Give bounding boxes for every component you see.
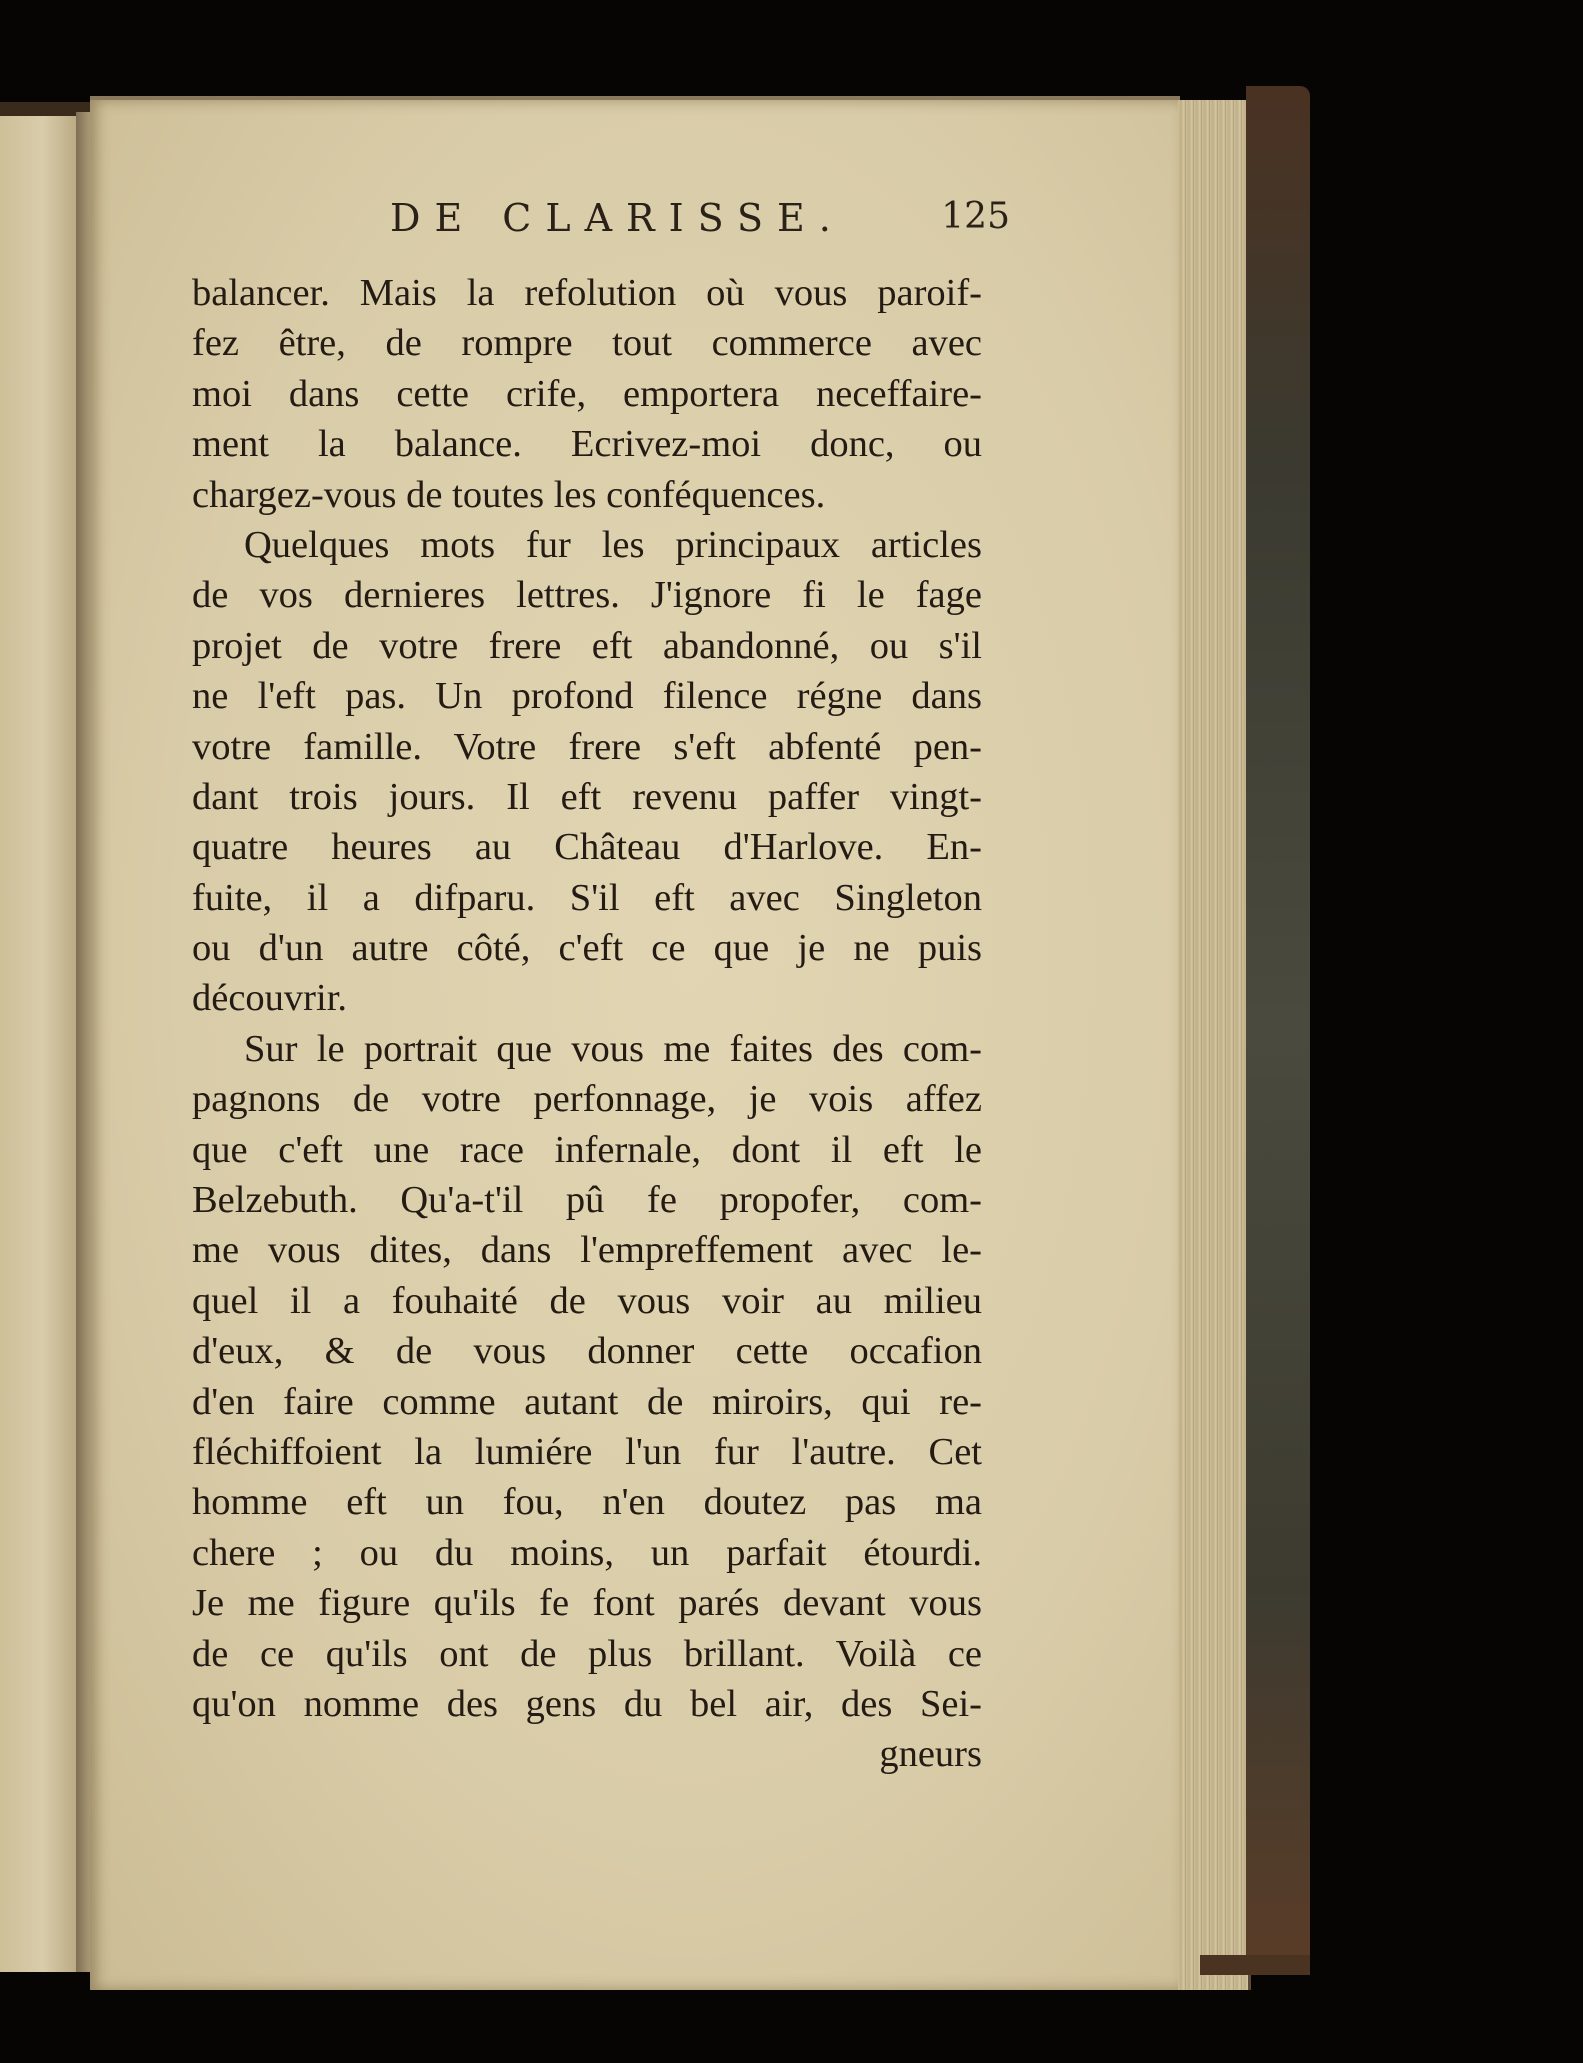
text-line: que c'eft une race infernale, dont il eft le [192, 1128, 982, 1171]
text-line: Belzebuth. Qu'a-t'il pû fe propofer, com- [192, 1179, 982, 1222]
text-line: Je me figure qu'ils fe font parés devant vous [192, 1582, 982, 1625]
book-cover-bottom [1200, 1955, 1310, 1975]
text-line: quel il a fouhaité de vous voir au milieu [192, 1279, 982, 1322]
page-edges [1178, 100, 1251, 1990]
text-line: pagnons de votre perfonnage, je vois affez [192, 1078, 982, 1121]
text-line: d'en faire comme autant de miroirs, qui re- [192, 1380, 982, 1423]
text-line: votre famille. Votre frere s'eft abfenté pen- [192, 725, 982, 768]
text-line: d'eux, & de vous donner cette occafion [192, 1330, 982, 1373]
text-line: fléchiffoient la lumiére l'un fur l'autre. Cet [192, 1430, 982, 1473]
text-line: me vous dites, dans l'empreffement avec le- [192, 1229, 982, 1272]
text-line: découvrir. [192, 977, 348, 1020]
text-line: moi dans cette crife, emportera neceffaire- [192, 372, 982, 415]
catchword: gneurs [879, 1733, 982, 1776]
text-line: fez être, de rompre tout commerce avec [192, 322, 982, 365]
text-line: quatre heures au Château d'Harlove. En- [192, 826, 982, 869]
previous-page-edge [0, 112, 81, 1972]
text-line: dant trois jours. Il eft revenu paffer vingt- [192, 775, 982, 818]
page-header [390, 196, 1010, 246]
text-line: ment la balance. Ecrivez-moi donc, ou [192, 423, 982, 466]
text-line: projet de votre frere eft abandonné, ou s'il [192, 624, 982, 667]
text-line: ne l'eft pas. Un profond filence régne dans [192, 675, 982, 718]
text-line: balancer. Mais la refolution où vous paroif- [192, 272, 982, 314]
text-line: homme eft un fou, n'en doutez pas ma [192, 1481, 982, 1524]
text-line: chargez-vous de toutes les conféquences. [192, 473, 826, 516]
paragraph-start-line: Quelques mots fur les principaux articles [244, 523, 982, 566]
text-line: chere ; ou du moins, un parfait étourdi. [192, 1531, 982, 1574]
text-line: fuite, il a difparu. S'il eft avec Singleton [192, 876, 982, 919]
book-cover [1246, 86, 1310, 1966]
text-line: de vos dernieres lettres. J'ignore fi le fage [192, 574, 982, 617]
text-line: ou d'un autre côté, c'eft ce que je ne puis [192, 927, 982, 970]
text-line: de ce qu'ils ont de plus brillant. Voilà ce [192, 1632, 982, 1675]
paragraph-start-line: Sur le portrait que vous me faites des com- [244, 1027, 982, 1070]
text-line: qu'on nomme des gens du bel air, des Sei- [192, 1682, 982, 1725]
body-text [192, 268, 982, 1780]
page-number: 125 [941, 196, 1010, 237]
running-title: DE CLARISSE. [390, 196, 845, 240]
